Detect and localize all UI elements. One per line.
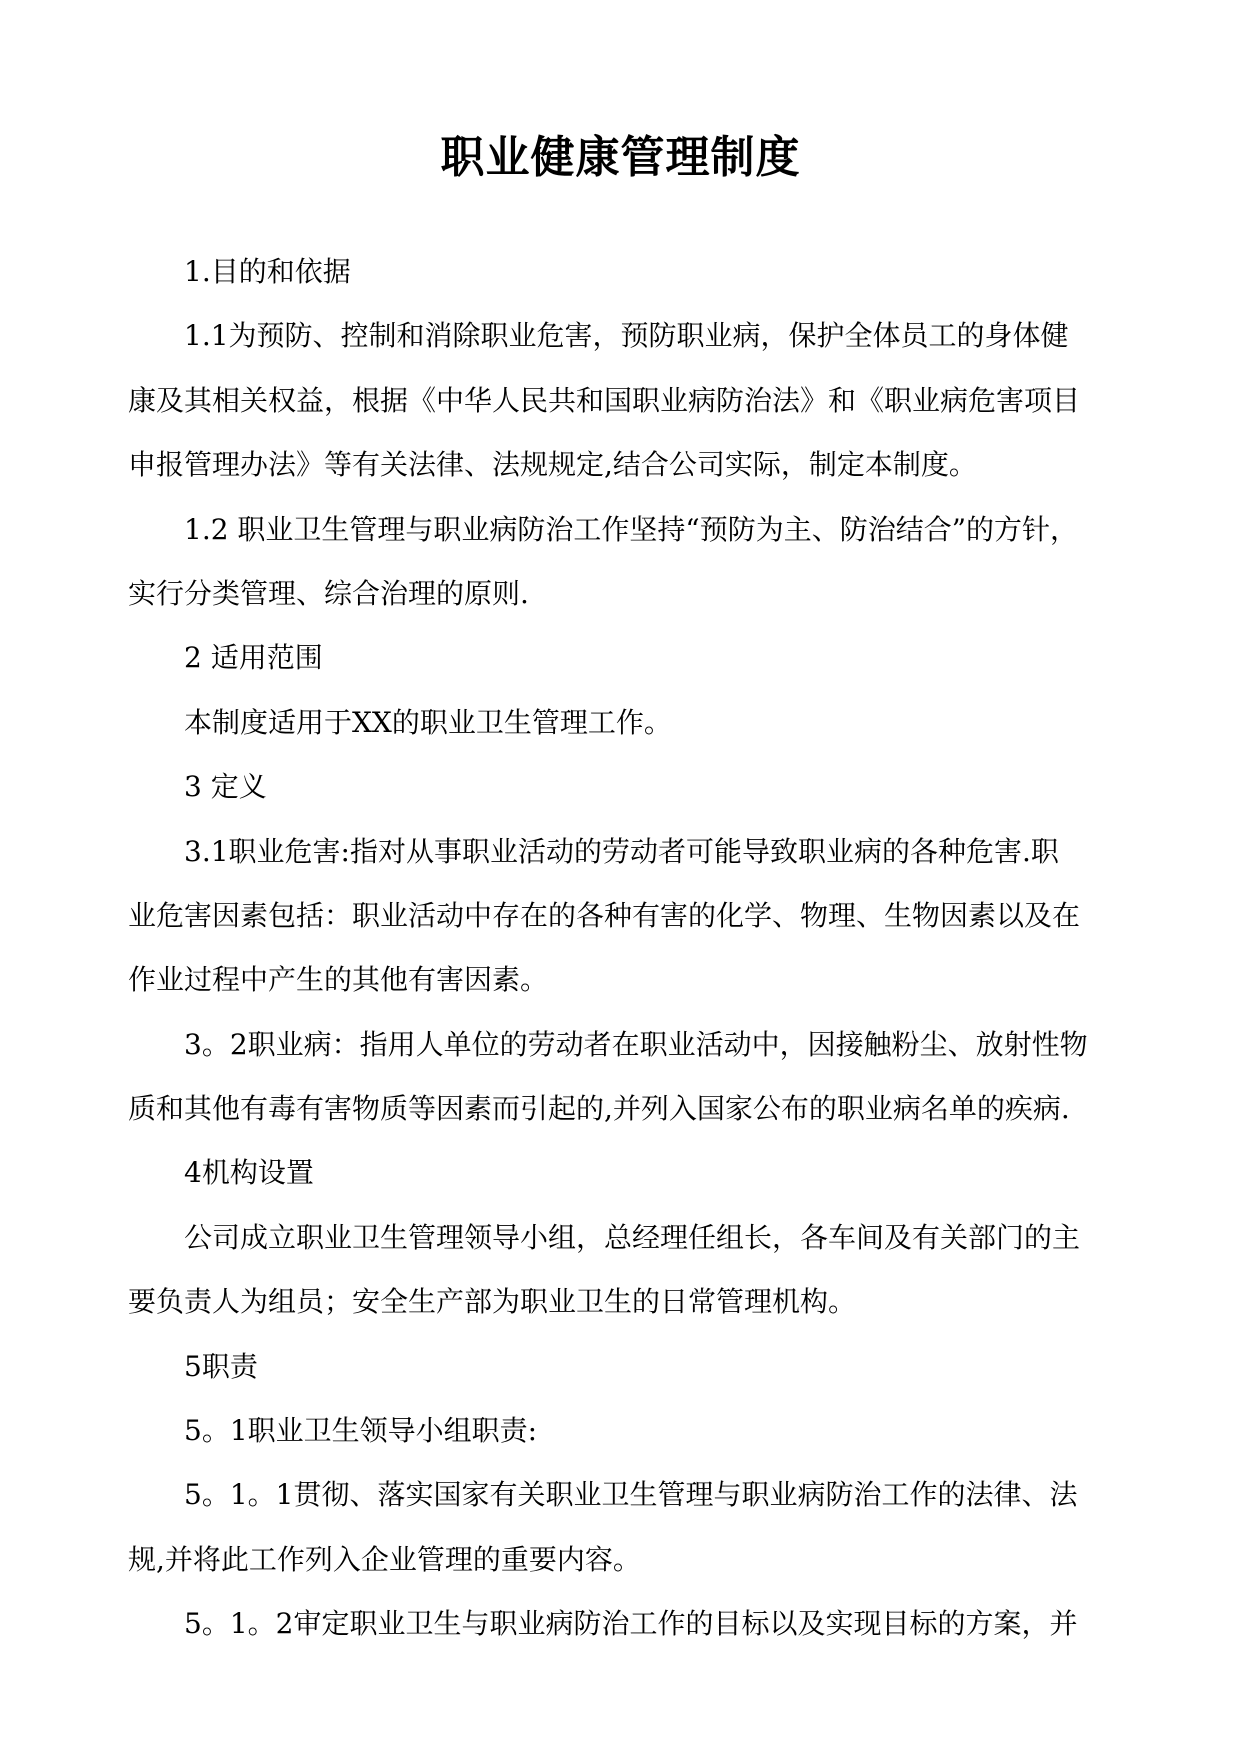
paragraph-line: 规,并将此工作列入企业管理的重要内容。 bbox=[128, 1542, 641, 1576]
paragraph-line: 1.1为预防、控制和消除职业危害，预防职业病，保护全体员工的身体健 bbox=[184, 319, 1069, 353]
section-heading-responsibilities: 5职责 bbox=[184, 1349, 258, 1383]
paragraph-line: 5。1职业卫生领导小组职责: bbox=[184, 1414, 538, 1448]
paragraph-line: 业危害因素包括：职业活动中存在的各种有害的化学、物理、生物因素以及在 bbox=[128, 898, 1081, 932]
section-heading-definitions: 3 定义 bbox=[184, 770, 267, 804]
document-body bbox=[128, 240, 1118, 1657]
document-title: 职业健康管理制度 bbox=[440, 132, 801, 183]
section-heading-purpose: 1.目的和依据 bbox=[184, 255, 351, 288]
paragraph-line: 1.2 职业卫生管理与职业病防治工作坚持“预防为主、防治结合”的方针， bbox=[184, 512, 1079, 546]
section-heading-organization: 4机构设置 bbox=[184, 1156, 314, 1190]
paragraph-line: 质和其他有毒有害物质等因素而引起的,并列入国家公布的职业病名单的疾病. bbox=[128, 1092, 1070, 1126]
paragraph-line: 5。1。1贯彻、落实国家有关职业卫生管理与职业病防治工作的法律、法 bbox=[184, 1478, 1078, 1512]
paragraph-line: 要负责人为组员；安全生产部为职业卫生的日常管理机构。 bbox=[128, 1285, 857, 1319]
paragraph-line: 康及其相关权益，根据《中华人民共和国职业病防治法》和《职业病危害项目 bbox=[128, 383, 1081, 417]
paragraph-line: 5。1。2审定职业卫生与职业病防治工作的目标以及实现目标的方案，并 bbox=[184, 1607, 1078, 1641]
paragraph-line: 公司成立职业卫生管理领导小组，总经理任组长，各车间及有关部门的主 bbox=[184, 1220, 1081, 1254]
paragraph-line: 实行分类管理、综合治理的原则. bbox=[128, 576, 529, 610]
section-heading-scope: 2 适用范围 bbox=[184, 641, 323, 675]
paragraph-line: 申报管理办法》等有关法律、法规规定,结合公司实际，制定本制度。 bbox=[128, 448, 977, 482]
paragraph-line: 本制度适用于XX的职业卫生管理工作。 bbox=[184, 705, 672, 739]
paragraph-line: 3。2职业病：指用人单位的劳动者在职业活动中，因接触粉尘、放射性物 bbox=[184, 1027, 1088, 1061]
paragraph-line: 3.1职业危害:指对从事职业活动的劳动者可能导致职业病的各种危害.职 bbox=[184, 834, 1059, 868]
paragraph-line: 作业过程中产生的其他有害因素。 bbox=[128, 963, 549, 997]
